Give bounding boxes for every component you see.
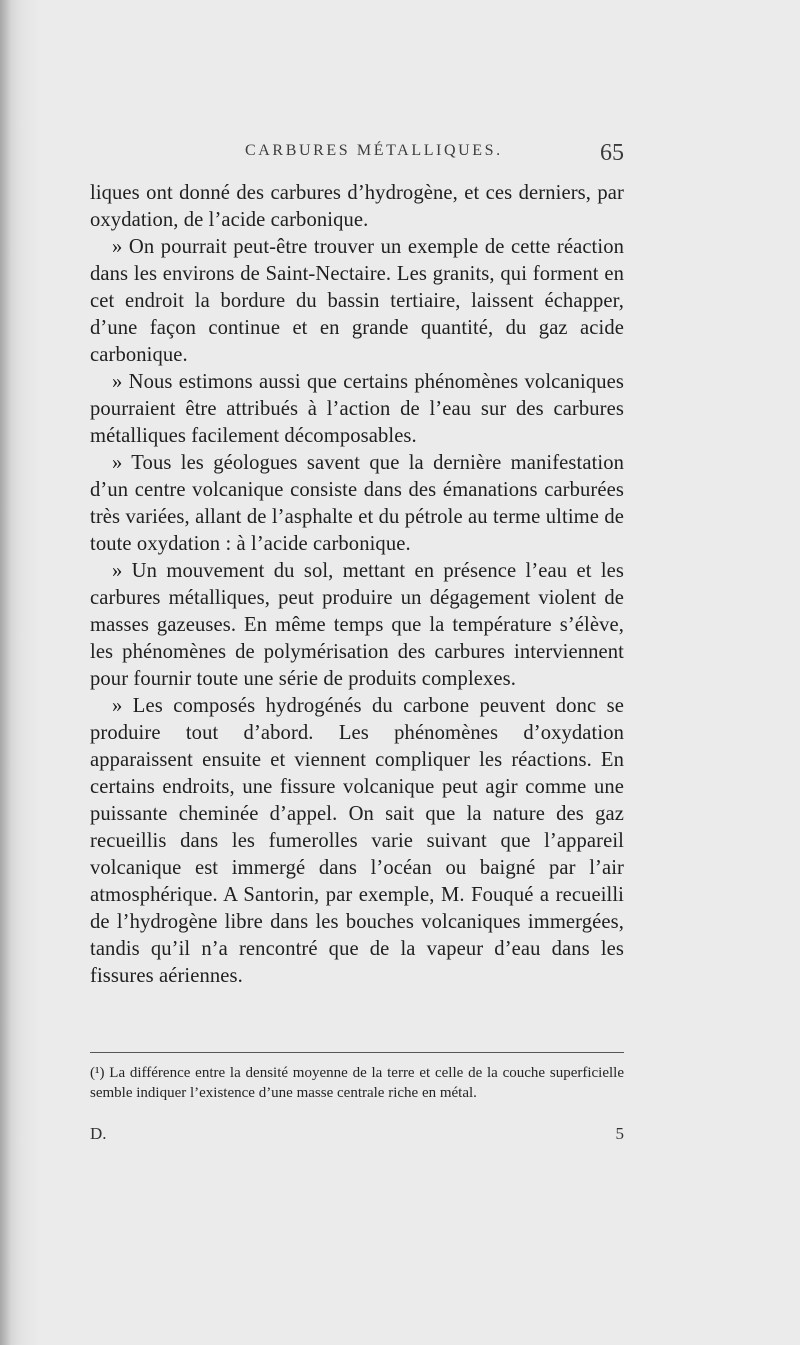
footnote	[90, 1063, 624, 1103]
paragraph-2: » On pourrait peut-être trouver un exemple de cette réaction dans les environs de Saint-Nectaire. Les granits, qui forment en cet endroit la bordure du bassin tertiaire, laissent échapper, d’une façon continue et en grande quantité, du gaz acide carbonique.	[90, 236, 624, 366]
paragraph-4: » Tous les géologues savent que la dernière manifestation d’un centre volcanique consiste dans des émanations carburées très variées, allant de l’asphalte et du pétrole au terme ultime de toute oxydation : à l’acide carbonique.	[90, 452, 624, 555]
page-number: 65	[600, 140, 624, 166]
paragraph-6: » Les composés hydrogénés du carbone peuvent donc se produire tout d’abord. Les phénomènes d’oxydation apparaissent ensuite et viennent compliquer les réactions. En certains endroits, une fissure volcanique peut agir comme une puissante cheminée d’appel. On sait que la nature des gaz recueillis dans les fumerolles varie suivant que l’appareil volcanique est immergé dans l’océan ou baigné par l’air atmosphérique. A Santorin, par exemple, M. Fouqué a recueilli de l’hydrogène libre dans les bouches volcaniques immergées, tandis qu’il n’a rencontré que de la vapeur d’eau dans les fissures aériennes.	[90, 695, 624, 987]
paragraph-5: » Un mouvement du sol, mettant en présence l’eau et les carbures métalliques, peut produire un dégagement violent de masses gazeuses. En même temps que la température s’élève, les phénomènes de polymérisation des carbures interviennent pour fournir toute une série de produits complexes.	[90, 560, 624, 690]
page-header	[90, 140, 624, 170]
signature-right: 5	[615, 1124, 624, 1143]
signature-row	[90, 1124, 624, 1146]
paragraph-3: » Nous estimons aussi que certains phénomènes volcaniques pourraient être attribués à l’action de l’eau sur des carbures métalliques facilement décomposables.	[90, 371, 624, 447]
paragraph-1: liques ont donné des carbures d’hydrogène, et ces derniers, par oxydation, de l’acide carbonique.	[90, 182, 624, 231]
running-title: CARBURES MÉTALLIQUES.	[245, 142, 503, 159]
footnote-divider	[90, 1052, 624, 1053]
footnote-text	[90, 1063, 624, 1103]
signature-left: D.	[90, 1124, 107, 1143]
page-edge-shadow	[0, 0, 22, 1345]
footnote-body: La différence entre la densité moyenne de la terre et celle de la couche superficielle semble indiquer l’existence d’une masse centrale riche en métal.	[90, 1065, 624, 1101]
footnote-marker: (¹)	[90, 1065, 105, 1081]
main-text	[90, 180, 624, 990]
